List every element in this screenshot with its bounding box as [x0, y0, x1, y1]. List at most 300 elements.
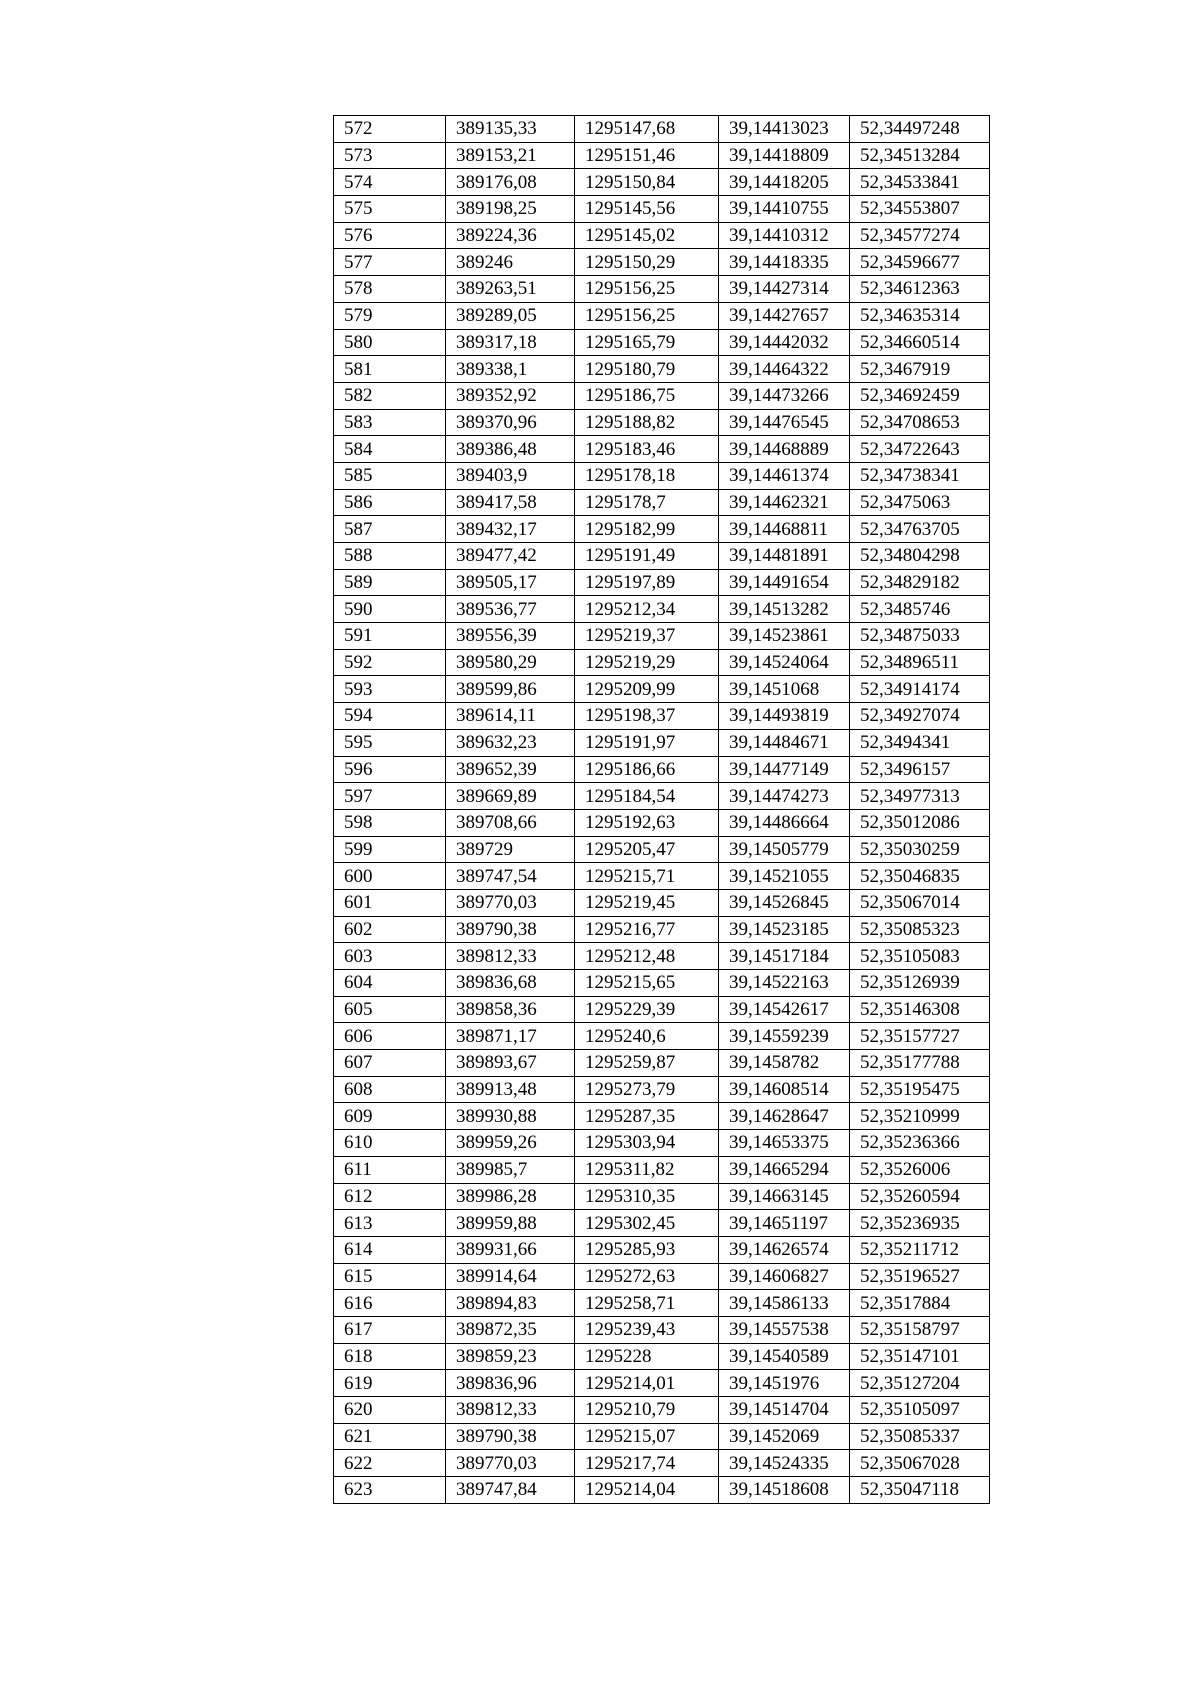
point-number-cell: 608 — [334, 1076, 446, 1103]
y-coordinate-cell: 1295151,46 — [575, 142, 719, 169]
y-coordinate-cell: 1295311,82 — [575, 1156, 719, 1183]
longitude-cell: 39,14418335 — [719, 249, 850, 276]
latitude-cell: 52,35105097 — [850, 1397, 990, 1424]
x-coordinate-cell: 389246 — [446, 249, 575, 276]
table-row — [334, 543, 990, 570]
longitude-cell: 39,14468811 — [719, 516, 850, 543]
longitude-cell: 39,14524335 — [719, 1450, 850, 1477]
y-coordinate-cell: 1295259,87 — [575, 1050, 719, 1077]
table-row — [334, 436, 990, 463]
longitude-cell: 39,14442032 — [719, 329, 850, 356]
latitude-cell: 52,34738341 — [850, 462, 990, 489]
longitude-cell: 39,14493819 — [719, 703, 850, 730]
latitude-cell: 52,34596677 — [850, 249, 990, 276]
latitude-cell: 52,35236366 — [850, 1130, 990, 1157]
latitude-cell: 52,35210999 — [850, 1103, 990, 1130]
x-coordinate-cell: 389959,26 — [446, 1130, 575, 1157]
y-coordinate-cell: 1295214,04 — [575, 1477, 719, 1504]
y-coordinate-cell: 1295228 — [575, 1343, 719, 1370]
longitude-cell: 39,14464322 — [719, 356, 850, 383]
latitude-cell: 52,34612363 — [850, 276, 990, 303]
table-row — [334, 1316, 990, 1343]
longitude-cell: 39,14427314 — [719, 276, 850, 303]
latitude-cell: 52,34722643 — [850, 436, 990, 463]
y-coordinate-cell: 1295192,63 — [575, 809, 719, 836]
longitude-cell: 39,14462321 — [719, 489, 850, 516]
longitude-cell: 39,14523861 — [719, 623, 850, 650]
y-coordinate-cell: 1295217,74 — [575, 1450, 719, 1477]
latitude-cell: 52,3517884 — [850, 1290, 990, 1317]
x-coordinate-cell: 389386,48 — [446, 436, 575, 463]
x-coordinate-cell: 389224,36 — [446, 222, 575, 249]
point-number-cell: 613 — [334, 1210, 446, 1237]
point-number-cell: 580 — [334, 329, 446, 356]
y-coordinate-cell: 1295150,84 — [575, 169, 719, 196]
y-coordinate-cell: 1295198,37 — [575, 703, 719, 730]
table-row — [334, 1343, 990, 1370]
longitude-cell: 39,14505779 — [719, 836, 850, 863]
latitude-cell: 52,34977313 — [850, 783, 990, 810]
x-coordinate-cell: 389263,51 — [446, 276, 575, 303]
table-row — [334, 1183, 990, 1210]
point-number-cell: 575 — [334, 196, 446, 223]
latitude-cell: 52,34927074 — [850, 703, 990, 730]
latitude-cell: 52,3494341 — [850, 729, 990, 756]
y-coordinate-cell: 1295191,97 — [575, 729, 719, 756]
y-coordinate-cell: 1295258,71 — [575, 1290, 719, 1317]
latitude-cell: 52,3496157 — [850, 756, 990, 783]
longitude-cell: 39,14410312 — [719, 222, 850, 249]
x-coordinate-cell: 389505,17 — [446, 569, 575, 596]
table-row — [334, 889, 990, 916]
point-number-cell: 609 — [334, 1103, 446, 1130]
table-row — [334, 996, 990, 1023]
longitude-cell: 39,14586133 — [719, 1290, 850, 1317]
table-row — [334, 516, 990, 543]
latitude-cell: 52,34875033 — [850, 623, 990, 650]
x-coordinate-cell: 389959,88 — [446, 1210, 575, 1237]
table-row — [334, 1477, 990, 1504]
table-row — [334, 1156, 990, 1183]
y-coordinate-cell: 1295178,18 — [575, 462, 719, 489]
table-row — [334, 729, 990, 756]
x-coordinate-cell: 389729 — [446, 836, 575, 863]
longitude-cell: 39,1451068 — [719, 676, 850, 703]
longitude-cell: 39,1452069 — [719, 1423, 850, 1450]
longitude-cell: 39,14491654 — [719, 569, 850, 596]
latitude-cell: 52,34513284 — [850, 142, 990, 169]
point-number-cell: 577 — [334, 249, 446, 276]
latitude-cell: 52,35177788 — [850, 1050, 990, 1077]
point-number-cell: 620 — [334, 1397, 446, 1424]
x-coordinate-cell: 389872,35 — [446, 1316, 575, 1343]
table-row — [334, 863, 990, 890]
point-number-cell: 603 — [334, 943, 446, 970]
x-coordinate-cell: 389812,33 — [446, 943, 575, 970]
y-coordinate-cell: 1295156,25 — [575, 276, 719, 303]
point-number-cell: 612 — [334, 1183, 446, 1210]
point-number-cell: 622 — [334, 1450, 446, 1477]
table-row — [334, 329, 990, 356]
x-coordinate-cell: 389338,1 — [446, 356, 575, 383]
x-coordinate-cell: 389931,66 — [446, 1236, 575, 1263]
latitude-cell: 52,35146308 — [850, 996, 990, 1023]
point-number-cell: 596 — [334, 756, 446, 783]
latitude-cell: 52,35196527 — [850, 1263, 990, 1290]
x-coordinate-cell: 389770,03 — [446, 889, 575, 916]
point-number-cell: 607 — [334, 1050, 446, 1077]
latitude-cell: 52,3467919 — [850, 356, 990, 383]
point-number-cell: 589 — [334, 569, 446, 596]
x-coordinate-cell: 389858,36 — [446, 996, 575, 1023]
longitude-cell: 39,14606827 — [719, 1263, 850, 1290]
y-coordinate-cell: 1295180,79 — [575, 356, 719, 383]
point-number-cell: 604 — [334, 970, 446, 997]
x-coordinate-cell: 389632,23 — [446, 729, 575, 756]
x-coordinate-cell: 389317,18 — [446, 329, 575, 356]
x-coordinate-cell: 389871,17 — [446, 1023, 575, 1050]
x-coordinate-cell: 389135,33 — [446, 116, 575, 143]
table-row — [334, 276, 990, 303]
longitude-cell: 39,14427657 — [719, 302, 850, 329]
latitude-cell: 52,35127204 — [850, 1370, 990, 1397]
point-number-cell: 618 — [334, 1343, 446, 1370]
point-number-cell: 617 — [334, 1316, 446, 1343]
y-coordinate-cell: 1295165,79 — [575, 329, 719, 356]
latitude-cell: 52,35012086 — [850, 809, 990, 836]
x-coordinate-cell: 389669,89 — [446, 783, 575, 810]
point-number-cell: 606 — [334, 1023, 446, 1050]
point-number-cell: 594 — [334, 703, 446, 730]
x-coordinate-cell: 389556,39 — [446, 623, 575, 650]
x-coordinate-cell: 389198,25 — [446, 196, 575, 223]
y-coordinate-cell: 1295205,47 — [575, 836, 719, 863]
table-row — [334, 382, 990, 409]
latitude-cell: 52,35085337 — [850, 1423, 990, 1450]
x-coordinate-cell: 389790,38 — [446, 916, 575, 943]
y-coordinate-cell: 1295184,54 — [575, 783, 719, 810]
longitude-cell: 39,14521055 — [719, 863, 850, 890]
point-number-cell: 599 — [334, 836, 446, 863]
latitude-cell: 52,3485746 — [850, 596, 990, 623]
longitude-cell: 39,14663145 — [719, 1183, 850, 1210]
table-row — [334, 489, 990, 516]
longitude-cell: 39,14542617 — [719, 996, 850, 1023]
table-row — [334, 1050, 990, 1077]
y-coordinate-cell: 1295240,6 — [575, 1023, 719, 1050]
point-number-cell: 592 — [334, 649, 446, 676]
longitude-cell: 39,14477149 — [719, 756, 850, 783]
point-number-cell: 600 — [334, 863, 446, 890]
y-coordinate-cell: 1295209,99 — [575, 676, 719, 703]
table-row — [334, 756, 990, 783]
latitude-cell: 52,34708653 — [850, 409, 990, 436]
table-row — [334, 116, 990, 143]
table-row — [334, 1290, 990, 1317]
point-number-cell: 590 — [334, 596, 446, 623]
y-coordinate-cell: 1295210,79 — [575, 1397, 719, 1424]
longitude-cell: 39,14484671 — [719, 729, 850, 756]
point-number-cell: 588 — [334, 543, 446, 570]
latitude-cell: 52,35047118 — [850, 1477, 990, 1504]
latitude-cell: 52,34914174 — [850, 676, 990, 703]
latitude-cell: 52,3526006 — [850, 1156, 990, 1183]
table-row — [334, 783, 990, 810]
latitude-cell: 52,34804298 — [850, 543, 990, 570]
x-coordinate-cell: 389930,88 — [446, 1103, 575, 1130]
longitude-cell: 39,14418205 — [719, 169, 850, 196]
table-row — [334, 1263, 990, 1290]
longitude-cell: 39,1458782 — [719, 1050, 850, 1077]
table-row — [334, 169, 990, 196]
point-number-cell: 582 — [334, 382, 446, 409]
table-row — [334, 1210, 990, 1237]
y-coordinate-cell: 1295147,68 — [575, 116, 719, 143]
x-coordinate-cell: 389417,58 — [446, 489, 575, 516]
longitude-cell: 39,14468889 — [719, 436, 850, 463]
point-number-cell: 598 — [334, 809, 446, 836]
table-row — [334, 196, 990, 223]
latitude-cell: 52,35105083 — [850, 943, 990, 970]
latitude-cell: 52,34533841 — [850, 169, 990, 196]
latitude-cell: 52,34660514 — [850, 329, 990, 356]
y-coordinate-cell: 1295188,82 — [575, 409, 719, 436]
latitude-cell: 52,35195475 — [850, 1076, 990, 1103]
x-coordinate-cell: 389289,05 — [446, 302, 575, 329]
y-coordinate-cell: 1295303,94 — [575, 1130, 719, 1157]
x-coordinate-cell: 389894,83 — [446, 1290, 575, 1317]
table-row — [334, 409, 990, 436]
y-coordinate-cell: 1295219,29 — [575, 649, 719, 676]
y-coordinate-cell: 1295183,46 — [575, 436, 719, 463]
table-row — [334, 356, 990, 383]
x-coordinate-cell: 389614,11 — [446, 703, 575, 730]
table-row — [334, 1423, 990, 1450]
latitude-cell: 52,35067028 — [850, 1450, 990, 1477]
table-row — [334, 676, 990, 703]
longitude-cell: 39,14626574 — [719, 1236, 850, 1263]
table-row — [334, 943, 990, 970]
point-number-cell: 601 — [334, 889, 446, 916]
x-coordinate-cell: 389432,17 — [446, 516, 575, 543]
y-coordinate-cell: 1295215,71 — [575, 863, 719, 890]
table-row — [334, 1236, 990, 1263]
point-number-cell: 585 — [334, 462, 446, 489]
x-coordinate-cell: 389836,96 — [446, 1370, 575, 1397]
longitude-cell: 39,14418809 — [719, 142, 850, 169]
point-number-cell: 578 — [334, 276, 446, 303]
longitude-cell: 39,14476545 — [719, 409, 850, 436]
latitude-cell: 52,35236935 — [850, 1210, 990, 1237]
x-coordinate-cell: 389747,84 — [446, 1477, 575, 1504]
x-coordinate-cell: 389352,92 — [446, 382, 575, 409]
longitude-cell: 39,14526845 — [719, 889, 850, 916]
point-number-cell: 576 — [334, 222, 446, 249]
y-coordinate-cell: 1295150,29 — [575, 249, 719, 276]
y-coordinate-cell: 1295310,35 — [575, 1183, 719, 1210]
y-coordinate-cell: 1295214,01 — [575, 1370, 719, 1397]
y-coordinate-cell: 1295145,56 — [575, 196, 719, 223]
table-row — [334, 836, 990, 863]
table-row — [334, 596, 990, 623]
longitude-cell: 39,14665294 — [719, 1156, 850, 1183]
x-coordinate-cell: 389770,03 — [446, 1450, 575, 1477]
latitude-cell: 52,35147101 — [850, 1343, 990, 1370]
table-row — [334, 1397, 990, 1424]
y-coordinate-cell: 1295273,79 — [575, 1076, 719, 1103]
x-coordinate-cell: 389747,54 — [446, 863, 575, 890]
point-number-cell: 611 — [334, 1156, 446, 1183]
longitude-cell: 39,14557538 — [719, 1316, 850, 1343]
y-coordinate-cell: 1295156,25 — [575, 302, 719, 329]
x-coordinate-cell: 389812,33 — [446, 1397, 575, 1424]
table-row — [334, 302, 990, 329]
point-number-cell: 593 — [334, 676, 446, 703]
y-coordinate-cell: 1295212,48 — [575, 943, 719, 970]
x-coordinate-cell: 389913,48 — [446, 1076, 575, 1103]
point-number-cell: 591 — [334, 623, 446, 650]
longitude-cell: 39,14473266 — [719, 382, 850, 409]
point-number-cell: 586 — [334, 489, 446, 516]
table-row — [334, 1103, 990, 1130]
longitude-cell: 39,14486664 — [719, 809, 850, 836]
table-row — [334, 1370, 990, 1397]
longitude-cell: 39,14413023 — [719, 116, 850, 143]
point-number-cell: 595 — [334, 729, 446, 756]
longitude-cell: 39,14540589 — [719, 1343, 850, 1370]
longitude-cell: 39,14481891 — [719, 543, 850, 570]
latitude-cell: 52,34896511 — [850, 649, 990, 676]
latitude-cell: 52,35126939 — [850, 970, 990, 997]
latitude-cell: 52,35157727 — [850, 1023, 990, 1050]
x-coordinate-cell: 389403,9 — [446, 462, 575, 489]
table-row — [334, 1076, 990, 1103]
point-number-cell: 619 — [334, 1370, 446, 1397]
latitude-cell: 52,35067014 — [850, 889, 990, 916]
longitude-cell: 39,14517184 — [719, 943, 850, 970]
latitude-cell: 52,35030259 — [850, 836, 990, 863]
latitude-cell: 52,35046835 — [850, 863, 990, 890]
point-number-cell: 572 — [334, 116, 446, 143]
longitude-cell: 39,14518608 — [719, 1477, 850, 1504]
latitude-cell: 52,35260594 — [850, 1183, 990, 1210]
longitude-cell: 39,14513282 — [719, 596, 850, 623]
y-coordinate-cell: 1295285,93 — [575, 1236, 719, 1263]
y-coordinate-cell: 1295145,02 — [575, 222, 719, 249]
longitude-cell: 39,14474273 — [719, 783, 850, 810]
y-coordinate-cell: 1295229,39 — [575, 996, 719, 1023]
y-coordinate-cell: 1295216,77 — [575, 916, 719, 943]
point-number-cell: 574 — [334, 169, 446, 196]
x-coordinate-cell: 389836,68 — [446, 970, 575, 997]
point-number-cell: 621 — [334, 1423, 446, 1450]
x-coordinate-cell: 389790,38 — [446, 1423, 575, 1450]
y-coordinate-cell: 1295219,37 — [575, 623, 719, 650]
y-coordinate-cell: 1295272,63 — [575, 1263, 719, 1290]
table-row — [334, 142, 990, 169]
table-row — [334, 569, 990, 596]
coordinates-table-body — [334, 116, 990, 1504]
longitude-cell: 39,14523185 — [719, 916, 850, 943]
latitude-cell: 52,34829182 — [850, 569, 990, 596]
coordinates-table — [333, 115, 990, 1504]
table-row — [334, 649, 990, 676]
latitude-cell: 52,34692459 — [850, 382, 990, 409]
y-coordinate-cell: 1295302,45 — [575, 1210, 719, 1237]
y-coordinate-cell: 1295182,99 — [575, 516, 719, 543]
point-number-cell: 623 — [334, 1477, 446, 1504]
point-number-cell: 587 — [334, 516, 446, 543]
longitude-cell: 39,14410755 — [719, 196, 850, 223]
latitude-cell: 52,35158797 — [850, 1316, 990, 1343]
table-row — [334, 809, 990, 836]
point-number-cell: 597 — [334, 783, 446, 810]
point-number-cell: 602 — [334, 916, 446, 943]
point-number-cell: 605 — [334, 996, 446, 1023]
table-row — [334, 970, 990, 997]
x-coordinate-cell: 389914,64 — [446, 1263, 575, 1290]
latitude-cell: 52,3475063 — [850, 489, 990, 516]
y-coordinate-cell: 1295287,35 — [575, 1103, 719, 1130]
point-number-cell: 610 — [334, 1130, 446, 1157]
latitude-cell: 52,35085323 — [850, 916, 990, 943]
x-coordinate-cell: 389599,86 — [446, 676, 575, 703]
y-coordinate-cell: 1295219,45 — [575, 889, 719, 916]
x-coordinate-cell: 389708,66 — [446, 809, 575, 836]
point-number-cell: 584 — [334, 436, 446, 463]
longitude-cell: 39,1451976 — [719, 1370, 850, 1397]
point-number-cell: 583 — [334, 409, 446, 436]
table-row — [334, 462, 990, 489]
point-number-cell: 579 — [334, 302, 446, 329]
y-coordinate-cell: 1295215,07 — [575, 1423, 719, 1450]
table-row — [334, 623, 990, 650]
latitude-cell: 52,34497248 — [850, 116, 990, 143]
longitude-cell: 39,14653375 — [719, 1130, 850, 1157]
longitude-cell: 39,14628647 — [719, 1103, 850, 1130]
point-number-cell: 615 — [334, 1263, 446, 1290]
longitude-cell: 39,14651197 — [719, 1210, 850, 1237]
point-number-cell: 581 — [334, 356, 446, 383]
longitude-cell: 39,14461374 — [719, 462, 850, 489]
table-row — [334, 249, 990, 276]
longitude-cell: 39,14514704 — [719, 1397, 850, 1424]
latitude-cell: 52,35211712 — [850, 1236, 990, 1263]
latitude-cell: 52,34577274 — [850, 222, 990, 249]
point-number-cell: 573 — [334, 142, 446, 169]
latitude-cell: 52,34763705 — [850, 516, 990, 543]
x-coordinate-cell: 389153,21 — [446, 142, 575, 169]
point-number-cell: 614 — [334, 1236, 446, 1263]
y-coordinate-cell: 1295215,65 — [575, 970, 719, 997]
latitude-cell: 52,34635314 — [850, 302, 990, 329]
x-coordinate-cell: 389536,77 — [446, 596, 575, 623]
longitude-cell: 39,14524064 — [719, 649, 850, 676]
table-row — [334, 1450, 990, 1477]
y-coordinate-cell: 1295197,89 — [575, 569, 719, 596]
y-coordinate-cell: 1295186,66 — [575, 756, 719, 783]
x-coordinate-cell: 389986,28 — [446, 1183, 575, 1210]
x-coordinate-cell: 389176,08 — [446, 169, 575, 196]
table-row — [334, 1023, 990, 1050]
table-row — [334, 916, 990, 943]
y-coordinate-cell: 1295239,43 — [575, 1316, 719, 1343]
longitude-cell: 39,14608514 — [719, 1076, 850, 1103]
table-row — [334, 222, 990, 249]
table-row — [334, 1130, 990, 1157]
y-coordinate-cell: 1295178,7 — [575, 489, 719, 516]
x-coordinate-cell: 389580,29 — [446, 649, 575, 676]
